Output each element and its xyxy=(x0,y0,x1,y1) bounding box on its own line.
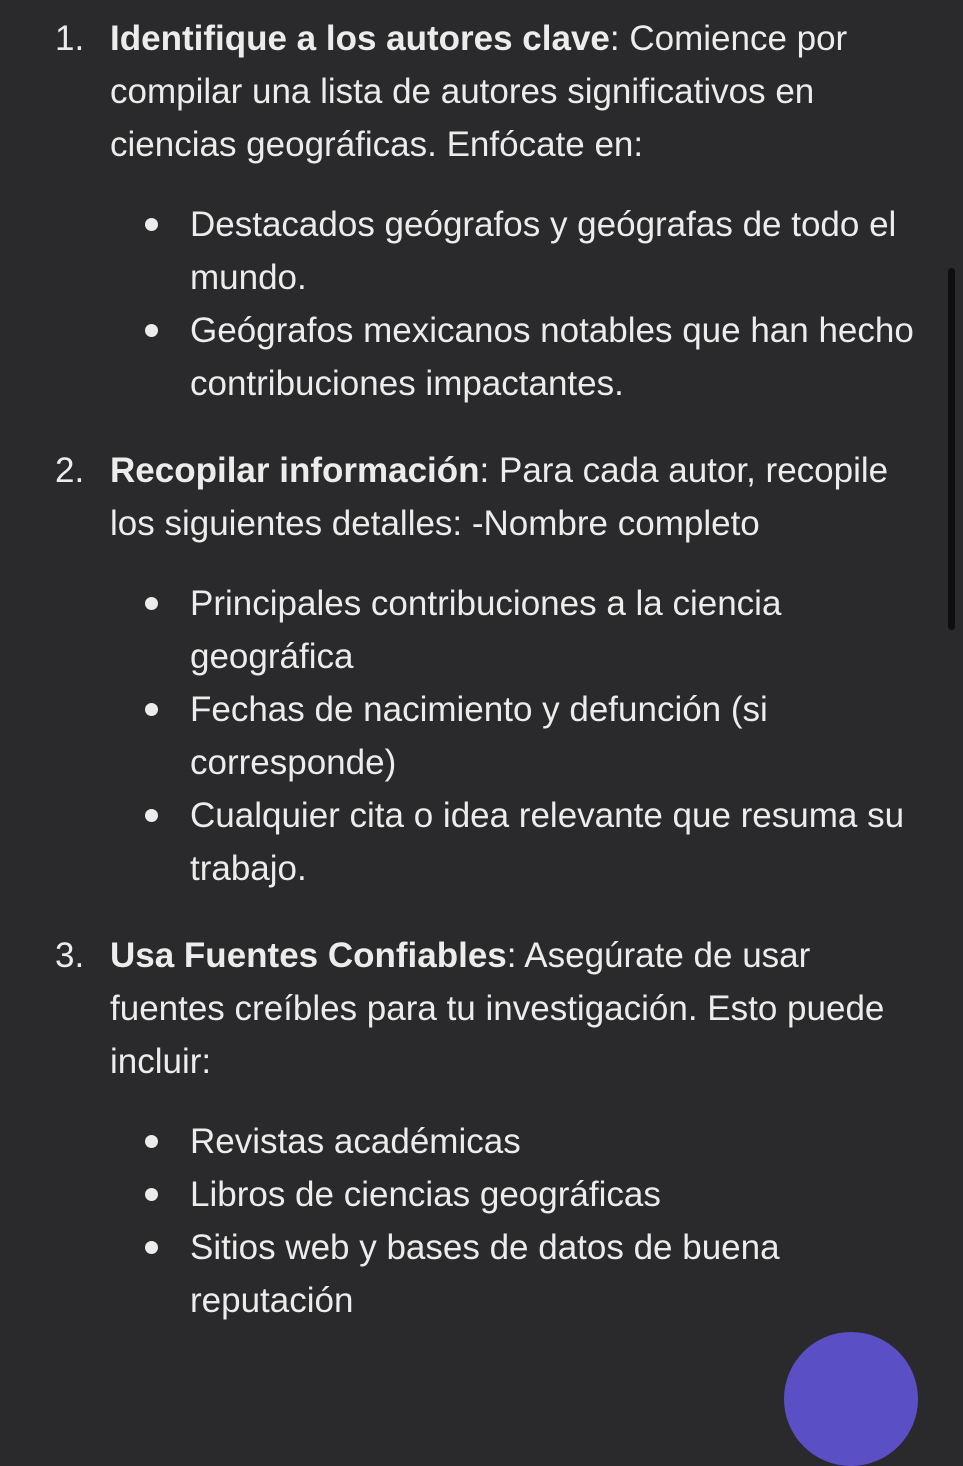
bullet-list xyxy=(110,577,923,895)
bullet-dot-icon xyxy=(145,1135,158,1148)
bullet-item xyxy=(190,1168,923,1221)
bullet-item xyxy=(190,1115,923,1168)
item-title: Recopilar información xyxy=(110,451,480,490)
bullet-dot-icon xyxy=(145,1241,158,1254)
list-item-1 xyxy=(0,12,963,410)
bullet-text: Destacados geógrafos y geógrafas de todo el mundo. xyxy=(190,205,897,297)
bullet-item xyxy=(190,1221,923,1327)
bullet-dot-icon xyxy=(145,1188,158,1201)
bullet-text: Sitios web y bases de datos de buena reputación xyxy=(190,1228,780,1320)
bullet-text: Fechas de nacimiento y defunción (si corresponde) xyxy=(190,690,768,782)
bullet-dot-icon xyxy=(145,218,158,231)
item-paragraph xyxy=(110,444,923,550)
scrollbar[interactable] xyxy=(948,268,955,630)
bullet-item xyxy=(190,789,923,895)
bullet-item xyxy=(190,198,923,304)
bullet-list xyxy=(110,198,923,410)
item-title: Identifique a los autores clave xyxy=(110,19,610,58)
message-content xyxy=(0,12,963,1361)
bullet-item xyxy=(190,577,923,683)
floating-action-button[interactable] xyxy=(784,1332,918,1466)
bullet-text: Geógrafos mexicanos notables que han hecho contribuciones impactantes. xyxy=(190,311,914,403)
bullet-item xyxy=(190,304,923,410)
item-text: : Para cada autor, recopile los siguientes detalles: -Nombre completo xyxy=(110,451,889,543)
bullet-dot-icon xyxy=(145,703,158,716)
list-item-2 xyxy=(0,444,963,895)
bullet-text: Libros de ciencias geográficas xyxy=(190,1175,661,1214)
item-number: 2. xyxy=(55,451,85,490)
bullet-text: Principales contribuciones a la ciencia geográfica xyxy=(190,584,782,676)
bullet-item xyxy=(190,683,923,789)
item-paragraph xyxy=(110,929,923,1088)
item-number: 3. xyxy=(55,936,85,975)
bullet-dot-icon xyxy=(145,809,158,822)
item-paragraph xyxy=(110,12,923,171)
item-number: 1. xyxy=(55,19,85,58)
bullet-list xyxy=(110,1115,923,1327)
item-text: : Comience por compilar una lista de autores significativos en ciencias geográficas. Enfócate en: xyxy=(110,19,848,164)
bullet-text: Revistas académicas xyxy=(190,1122,521,1161)
item-text: : Asegúrate de usar fuentes creíbles para tu investigación. Esto puede incluir: xyxy=(110,936,885,1081)
item-title: Usa Fuentes Confiables xyxy=(110,936,507,975)
list-item-3 xyxy=(0,929,963,1327)
bullet-dot-icon xyxy=(145,324,158,337)
bullet-text: Cualquier cita o idea relevante que resuma su trabajo. xyxy=(190,796,905,888)
bullet-dot-icon xyxy=(145,597,158,610)
